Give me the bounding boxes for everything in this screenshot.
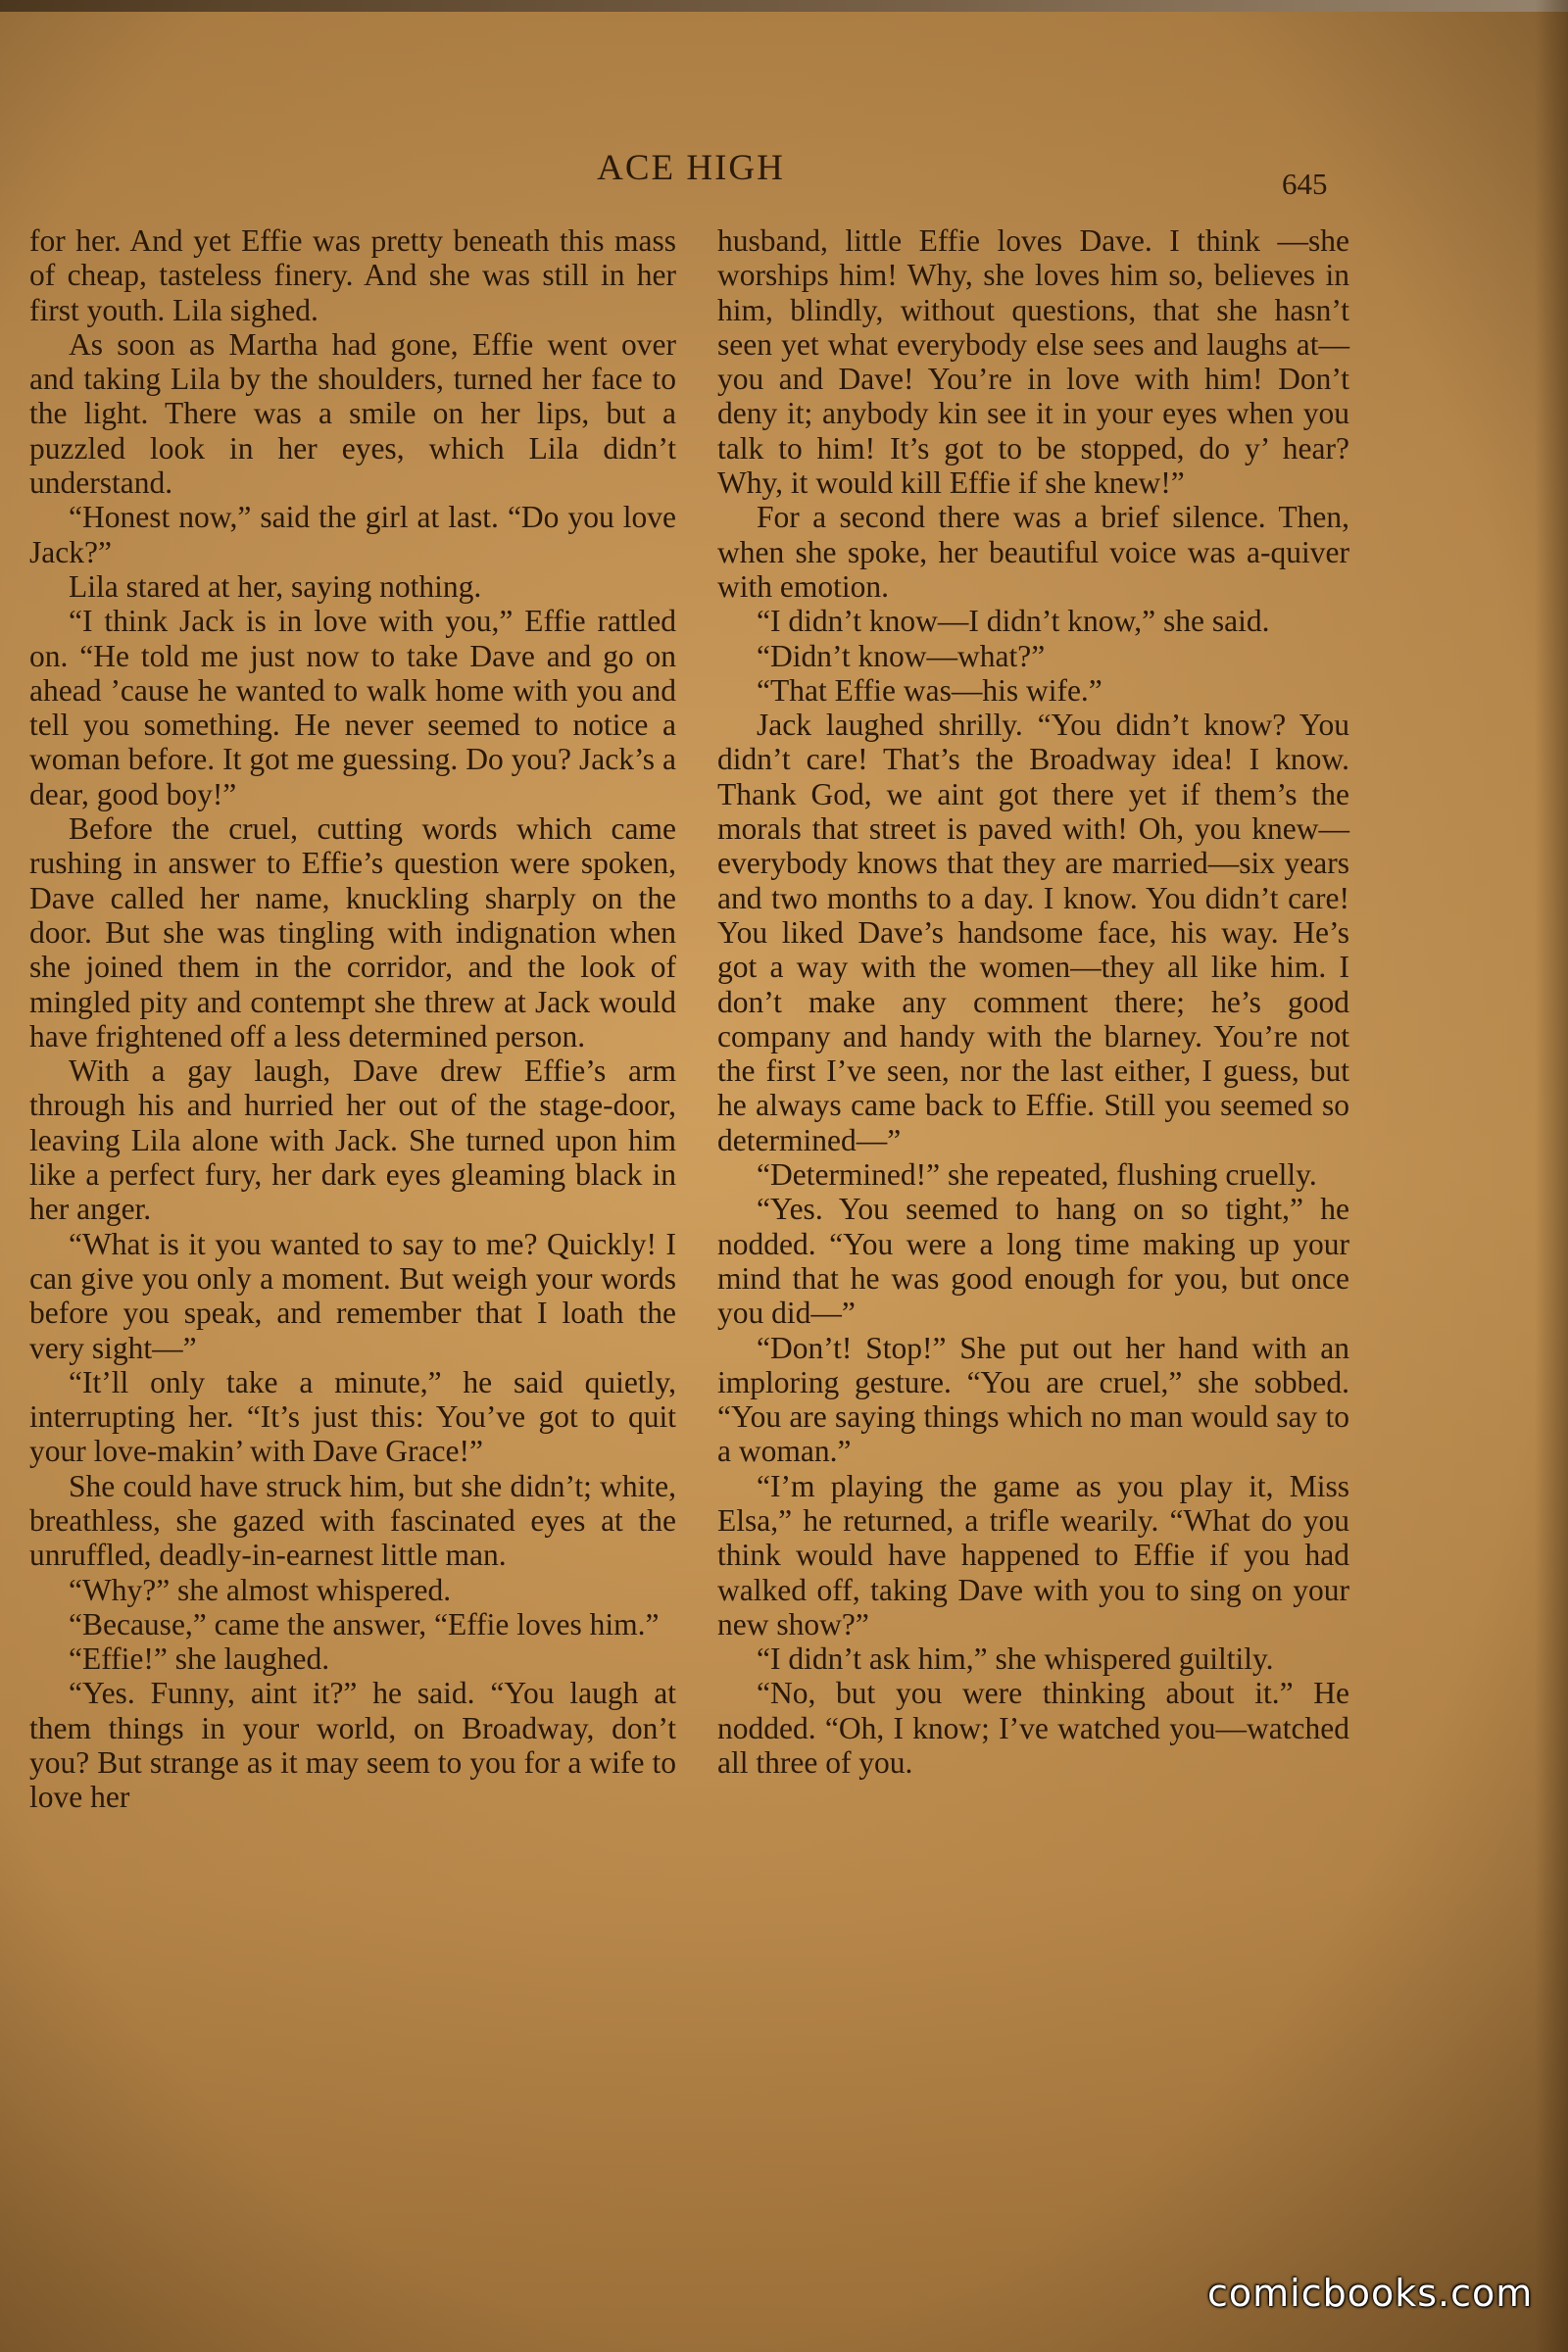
paragraph: She could have struck him, but she didn’t; white, breathless, she gazed with fascinated eyes at the unruffled, deadly-in-earnest little man. — [29, 1468, 676, 1573]
paragraph: “I didn’t know—I didn’t know,” she said. — [757, 604, 1270, 639]
paragraph: “That Effie was—his wife.” — [757, 672, 1102, 708]
watermark: comicbooks.com — [1207, 2272, 1534, 2315]
paragraph: “What is it you wanted to say to me? Quickly! I can give you only a moment. But weigh your words before you speak, and remember that I loath the very sight—” — [29, 1226, 676, 1365]
paragraph: Before the cruel, cutting words which came rushing in answer to Effie’s question were spoken, Dave called her name, knuckling sharply on the door. But she was tingling with indignation when she joined them in the corridor, and the look of mingled pity and contempt she threw at Jack would have frightened off a less determined person. — [29, 811, 676, 1054]
paragraph: for her. And yet Effie was pretty beneath this mass of cheap, tasteless finery. And she was still in her first youth. Lila sighed. — [29, 223, 676, 327]
left-column — [29, 223, 676, 1815]
right-column — [717, 223, 1349, 1780]
paragraph: Jack laughed shrilly. “You didn’t know? You didn’t care! That’s the Broadway idea! I know. Thank God, we aint got there yet if them’s the morals that street is paved with! Oh, you knew—everybody knows that they are married—six years and two months to a day. I know. You didn’t care! You liked Dave’s handsome face, his way. He’s got a way with the women—they all like him. I don’t make any comment there; he’s good company and handy with the blarney. You’re not the first I’ve seen, nor the last either, I guess, but he always came back to Effie. Still you seemed so determined—” — [717, 708, 1349, 1157]
paragraph: “Yes. Funny, aint it?” he said. “You laugh at them things in your world, on Broadway, don’t you? But strange as it may seem to you for a wife to love her — [29, 1676, 676, 1815]
paragraph: “Effie!” she laughed. — [69, 1642, 330, 1677]
paragraph: “It’ll only take a minute,” he said quietly, interrupting her. “It’s just this: You’ve got to quit your love-makin’ with Dave Grace!” — [29, 1364, 676, 1469]
paragraph: With a gay laugh, Dave drew Effie’s arm through his and hurried her out of the stage-door, leaving Lila alone with Jack. She turned upon him like a perfect fury, her dark eyes gleaming black in her anger. — [29, 1054, 676, 1227]
paragraph: husband, little Effie loves Dave. I think —she worships him! Why, she loves him so, believes in him, blindly, without questions, that she hasn’t seen yet what everybody else sees and laughs at—you and Dave! You’re in love with him! Don’t deny it; anybody kin see it in your eyes when you talk to him! It’s got to be stopped, do y’ hear? Why, it would kill Effie if she knew!” — [717, 223, 1349, 501]
paragraph: “Determined!” she repeated, flushing cruelly. — [757, 1157, 1317, 1193]
running-head: ACE HIGH — [597, 148, 785, 188]
paragraph: For a second there was a brief silence. Then, when she spoke, her beautiful voice was a-quiver with emotion. — [717, 500, 1349, 604]
paragraph: As soon as Martha had gone, Effie went over and taking Lila by the shoulders, turned her face to the light. There was a smile on her lips, but a puzzled look in her eyes, which Lila didn’t understand. — [29, 326, 676, 501]
paragraph: “Don’t! Stop!” She put out her hand with an imploring gesture. “You are cruel,” she sobbed. “You are saying things which no man would say to a woman.” — [717, 1330, 1349, 1469]
page-top-edge — [0, 0, 1568, 12]
paragraph: “Didn’t know—what?” — [757, 638, 1046, 673]
paragraph: Lila stared at her, saying nothing. — [69, 568, 482, 604]
paragraph: “Because,” came the answer, “Effie loves him.” — [69, 1606, 660, 1642]
paragraph: “No, but you were thinking about it.” He nodded. “Oh, I know; I’ve watched you—watched all three of you. — [717, 1676, 1349, 1781]
paragraph: “Yes. You seemed to hang on so tight,” he nodded. “You were a long time making up your mind that he was good enough for you, but once you did—” — [717, 1192, 1349, 1331]
paragraph: “Why?” she almost whispered. — [69, 1572, 452, 1607]
paragraph: “Honest now,” said the girl at last. “Do you love Jack?” — [29, 500, 676, 569]
paragraph: “I’m playing the game as you play it, Miss Elsa,” he returned, a trifle wearily. “What do you think would have happened to Effie if you had walked off, taking Dave with you to sing on your new show?” — [717, 1468, 1349, 1642]
paragraph: “I didn’t ask him,” she whispered guiltily. — [757, 1642, 1274, 1677]
paragraph: “I think Jack is in love with you,” Effie rattled on. “He told me just now to take Dave and go on ahead ’cause he wanted to walk home with you and tell you something. He never seemed to notice a woman before. It got me guessing. Do you? Jack’s a dear, good boy!” — [29, 604, 676, 811]
page-number: 645 — [1282, 167, 1328, 201]
page-right-shadow — [1535, 0, 1568, 2352]
